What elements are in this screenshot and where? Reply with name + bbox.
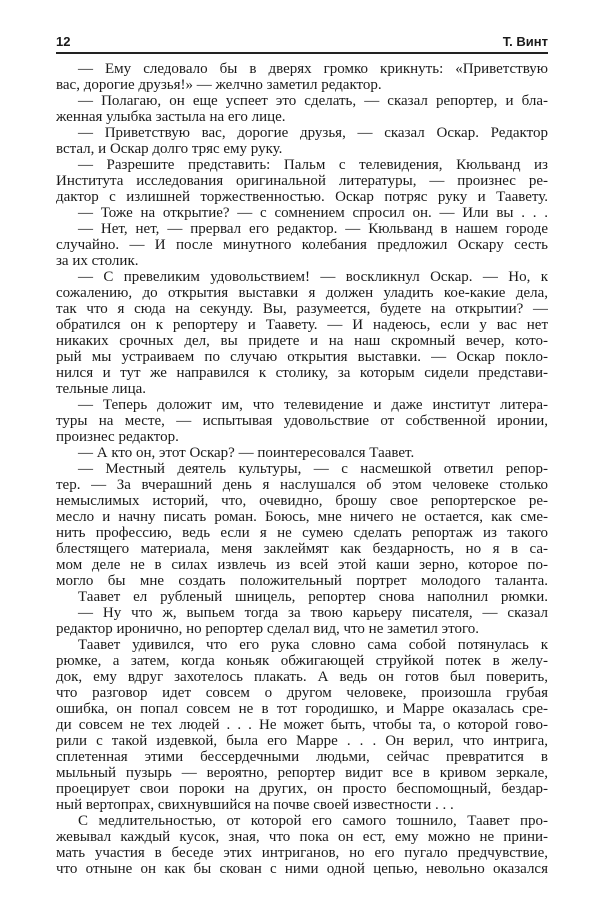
text-line: что отныне он как бы скован с ними одной цепью, невольно оказался	[56, 861, 548, 877]
text-line: — Приветствую вас, дорогие друзья, — сказал Оскар. Редактор	[78, 125, 548, 141]
text-line: — А кто он, этот Оскар? — поинтересовался Таавет.	[78, 445, 415, 461]
text-line: — Разрешите представить: Пальм с телевидения, Кюльванд из	[78, 157, 548, 173]
text-line: никаких срочных дел, вы придете и на наш скромный вечер, кото-	[56, 333, 548, 349]
text-line: месло и начну писать роман. Боюсь, мне ничего не остается, как сме-	[56, 509, 548, 525]
page-number: 12	[56, 34, 71, 49]
text-line: — Тоже на открытие? — с сомнением спросил он. — Или вы . . .	[78, 205, 548, 221]
text-line: рюмке, а затем, когда коньяк обжигающей струйкой потек в желу-	[56, 653, 548, 669]
running-title: Т. Винт	[502, 34, 548, 49]
text-line: могло бы мне создать положительный портрет молодого таланта.	[56, 573, 548, 589]
text-line: нился и тут же направился к столику, за которым сидели представи-	[56, 365, 548, 381]
text-line: сплетенная этими бессердечными людьми, сейчас превратится в	[56, 749, 548, 765]
text-line: — С превеликим удовольствием! — воскликнул Оскар. — Но, к	[78, 269, 548, 285]
text-line: встал, и Оскар долго тряс ему руку.	[56, 141, 283, 157]
text-line: немыслимых историй, что, очевидно, брошу свое репортерское ре-	[56, 493, 548, 509]
text-line: нить профессию, ведь если я не сумею сделать репортаж из такого	[56, 525, 548, 541]
text-line: что разговор идет совсем о другом человеке, произошла грубая	[56, 685, 548, 701]
text-line: ный вертопрах, свихнувшийся на почве своей известности . . .	[56, 797, 454, 813]
text-line: — Полагаю, он еще успеет это сделать, — сказал репортер, и бла-	[78, 93, 548, 109]
text-line: рый мы устраиваем по случаю открытия выставки. — Оскар покло-	[56, 349, 548, 365]
text-line: так что я сюда на секунду. Вы, разумеется, будете на открытии? —	[56, 301, 548, 317]
text-line: Института исследования оригинальной литературы, — произнес ре-	[56, 173, 548, 189]
text-line: произнес редактор.	[56, 429, 179, 445]
text-line: ди совсем не тех людей . . . Не может быть, чтобы та, о которой гово-	[56, 717, 548, 733]
text-line: случайно. — И после минутного колебания предложил Оскару сесть	[56, 237, 548, 253]
text-line: сожалению, до открытия выставки я должен уладить кое-какие дела,	[56, 285, 548, 301]
text-line: обратился он к репортеру и Таавету. — И надеюсь, если у вас нет	[56, 317, 548, 333]
text-line: дактор с излишней торжественностью. Оскар потряс руку и Таавету.	[56, 189, 548, 205]
text-line: редактор иронично, но репортер сделал вид, что не заметил этого.	[56, 621, 479, 637]
text-line: жевывал каждый кусок, зная, что пока он ест, ему можно не прини-	[56, 829, 548, 845]
text-line: — Местный деятель культуры, — с насмешкой ответил репор-	[78, 461, 548, 477]
text-line: ошибка, он попал совсем не в тот городишко, и Марре оказалась сре-	[56, 701, 548, 717]
text-line: проецирует свои пороки на других, он просто беспомощный, бездар-	[56, 781, 548, 797]
text-line: вас, дорогие друзья!» — желчно заметил редактор.	[56, 77, 382, 93]
text-line: мыльный пузырь — вероятно, репортер видит все в кривом зеркале,	[56, 765, 548, 781]
text-line: рили с такой издевкой, была его Марре . . . Он верил, что интрига,	[56, 733, 548, 749]
text-line: блестящего материала, меня заклеймят как бездарность, но я в са-	[56, 541, 548, 557]
text-line: мать участия в беседе этих интриганов, но его пугало предчувствие,	[56, 845, 548, 861]
text-line: С медлительностью, от которой его самого тошнило, Таавет про-	[78, 813, 548, 829]
body-text	[56, 61, 548, 877]
text-line: — Нет, нет, — прервал его редактор. — Кюльванд в нашем городе	[78, 221, 548, 237]
text-line: — Ему следовало бы в дверях громко крикнуть: «Приветствую	[78, 61, 548, 77]
text-line: — Теперь доложит им, что телевидение и даже институт литера-	[78, 397, 548, 413]
text-line: женная улыбка застыла на его лице.	[56, 109, 286, 125]
text-line: — Ну что ж, выпьем тогда за твою карьеру писателя, — сказал	[78, 605, 548, 621]
header-rule	[56, 52, 548, 54]
text-line: Таавет ел рубленый шницель, репортер снова наполнил рюмки.	[78, 589, 548, 605]
text-line: за их столик.	[56, 253, 139, 269]
text-line: Таавет удивился, что его рука словно сама собой потянулась к	[78, 637, 548, 653]
text-line: тер. — За вчерашний день я наслушался об этом человеке столько	[56, 477, 548, 493]
text-line: мом деле не в силах извлечь из всей этой каши зерно, которое по-	[56, 557, 548, 573]
text-line: тельные лица.	[56, 381, 146, 397]
text-line: туры на месте, — испытывая удовольствие от собственной иронии,	[56, 413, 548, 429]
text-line: док, ему вдруг захотелось плакать. А ведь он готов был поверить,	[56, 669, 548, 685]
